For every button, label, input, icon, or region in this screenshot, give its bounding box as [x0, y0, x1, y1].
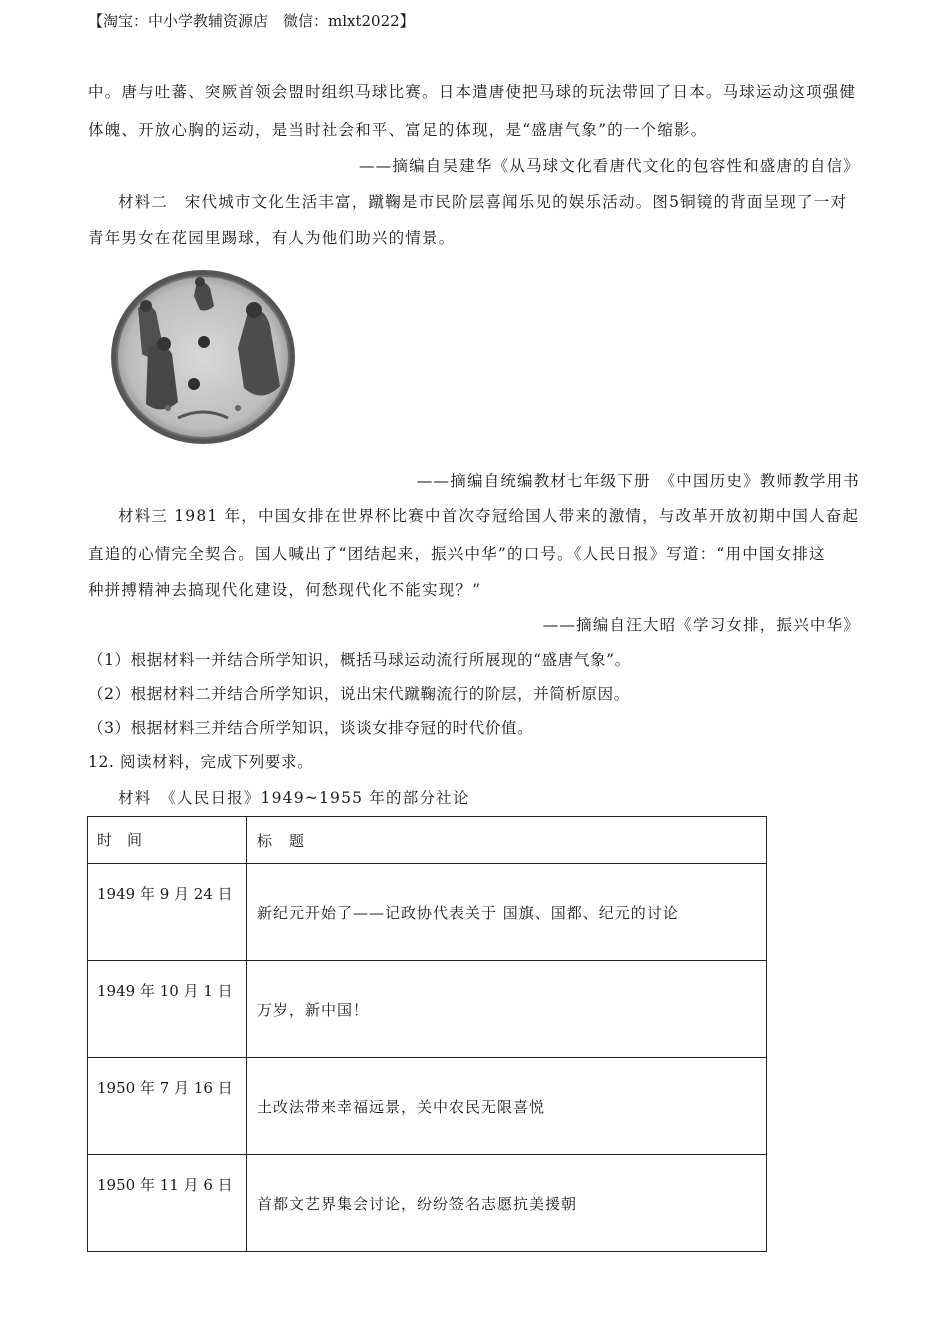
row-title: 首都文艺界集会讨论，纷纷签名志愿抗美援朝 [247, 1155, 767, 1252]
material3-line2: 直追的心情完全契合。国人喊出了“团结起来，振兴中华”的口号。《人民日报》写道：“用中国女排这 [88, 545, 826, 563]
row-time: 1950 年 7 月 16 日 [88, 1058, 247, 1155]
material2-line1: 材料二 宋代城市文化生活丰富，蹴鞠是市民阶层喜闻乐见的娱乐活动。图5铜镜的背面呈现了一对 [118, 193, 848, 211]
table-row [88, 1058, 767, 1155]
row-time: 1949 年 10 月 1 日 [88, 961, 247, 1058]
question-3: （3）根据材料三并结合所学知识，谈谈女排夺冠的时代价值。 [88, 719, 534, 737]
question-12-title: 12. 阅读材料，完成下列要求。 [88, 753, 314, 771]
material1-line1: 中。唐与吐蕃、突厥首领会盟时组织马球比赛。日本遣唐使把马球的玩法带回了日本。马球运动这项强健 [88, 83, 857, 101]
bronze-mirror-image [108, 268, 298, 446]
question-1: （1）根据材料一并结合所学知识，概括马球运动流行所展现的“盛唐气象”。 [88, 651, 631, 669]
row-time: 1950 年 11 月 6 日 [88, 1155, 247, 1252]
row-time: 1949 年 9 月 24 日 [88, 864, 247, 961]
page-header: 【淘宝：中小学教辅资源店 微信：mlxt2022】 [88, 12, 415, 30]
material3-line1: 材料三 1981 年，中国女排在世界杯比赛中首次夺冠给国人带来的激情，与改革开放初期中国人奋起 [118, 507, 860, 525]
material1-line2: 体魄、开放心胸的运动，是当时社会和平、富足的体现，是“盛唐气象”的一个缩影。 [88, 121, 708, 139]
header-time: 时 间 [88, 817, 247, 864]
table-caption: 材料 《人民日报》1949~1955 年的部分社论 [118, 789, 470, 807]
material1-source: ——摘编自吴建华《从马球文化看唐代文化的包容性和盛唐的自信》 [358, 157, 860, 175]
row-title: 万岁，新中国！ [247, 961, 767, 1058]
editorials-table [87, 816, 767, 1252]
header-title: 标 题 [247, 817, 767, 864]
question-2: （2）根据材料二并结合所学知识，说出宋代蹴鞠流行的阶层，并简析原因。 [88, 685, 630, 703]
material3-line3: 种拼搏精神去搞现代化建设，何愁现代化不能实现？” [88, 581, 482, 599]
material2-source: ——摘编自统编教材七年级下册 《中国历史》教师教学用书 [416, 472, 860, 490]
table-row [88, 961, 767, 1058]
table-row [88, 864, 767, 961]
material3-source: ——摘编自汪大昭《学习女排，振兴中华》 [542, 616, 860, 634]
material2-line2: 青年男女在花园里踢球，有人为他们助兴的情景。 [88, 229, 456, 247]
table-row [88, 1155, 767, 1252]
table-header-row [88, 817, 767, 864]
row-title: 土改法带来幸福远景，关中农民无限喜悦 [247, 1058, 767, 1155]
row-title: 新纪元开始了——记政协代表关于 国旗、国都、纪元的讨论 [247, 864, 767, 961]
